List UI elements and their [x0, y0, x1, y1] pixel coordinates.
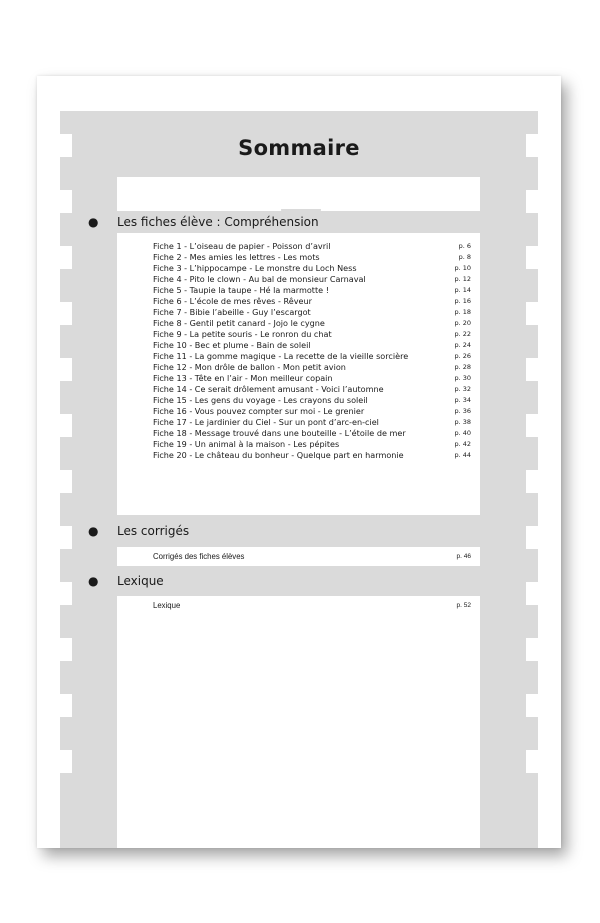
left-film-strip: [60, 111, 72, 848]
section-panel-fiches: [117, 233, 480, 515]
strip-notch: [526, 414, 538, 437]
toc-entry: Fiche 14 - Ce serait drôlement amusant - Voici l’automne p. 32: [153, 384, 471, 394]
right-film-strip: [526, 111, 538, 848]
strip-notch: [60, 526, 72, 549]
page-frame: [60, 111, 538, 848]
bullet-icon: ●: [88, 524, 99, 538]
strip-notch: [526, 694, 538, 717]
strip-notch: [526, 582, 538, 605]
strip-notch: [60, 750, 72, 773]
bullet-icon: ●: [88, 215, 99, 229]
toc-entry: Fiche 12 - Mon drôle de ballon - Mon petit avion p. 28: [153, 362, 471, 372]
toc-entry: Fiche 10 - Bec et plume - Bain de soleil p. 24: [153, 340, 471, 350]
strip-notch: [526, 638, 538, 661]
toc-entry: Fiche 6 - L’école de mes rêves - Rêveur p. 16: [153, 296, 471, 306]
toc-entry: Fiche 4 - Pito le clown - Au bal de monsieur Carnaval p. 12: [153, 274, 471, 284]
strip-notch: [526, 246, 538, 269]
strip-notch: [60, 694, 72, 717]
strip-notch: [526, 190, 538, 213]
toc-entry: Fiche 13 - Tête en l’air - Mon meilleur copain p. 30: [153, 373, 471, 383]
section-panel-lexique: [117, 596, 480, 848]
section-panel-corriges: [117, 547, 480, 566]
toc-entry: Fiche 5 - Taupie la taupe - Hé la marmotte ! p. 14: [153, 285, 471, 295]
strip-notch: [60, 414, 72, 437]
document-page: [37, 76, 561, 848]
toc-entry: Fiche 17 - Le jardinier du Ciel - Sur un pont d’arc-en-ciel p. 38: [153, 417, 471, 427]
title-panel: [117, 177, 480, 211]
toc-entry: Fiche 19 - Un animal à la maison - Les pépites p. 42: [153, 439, 471, 449]
strip-notch: [526, 358, 538, 381]
strip-notch: [526, 526, 538, 549]
bullet-icon: ●: [88, 574, 99, 588]
toc-entry: Fiche 9 - La petite souris - Le ronron du chat p. 22: [153, 329, 471, 339]
strip-notch: [60, 358, 72, 381]
toc-entry: Fiche 11 - La gomme magique - La recette de la vieille sorcière p. 26: [153, 351, 471, 361]
strip-notch: [60, 190, 72, 213]
toc-entry: Fiche 8 - Gentil petit canard - Jojo le cygne p. 20: [153, 318, 471, 328]
toc-entry: Fiche 16 - Vous pouvez compter sur moi - Le grenier p. 36: [153, 406, 471, 416]
toc-entry: Fiche 1 - L’oiseau de papier - Poisson d’avril p. 6: [153, 241, 471, 251]
strip-notch: [60, 470, 72, 493]
toc-entry: Corrigés des fiches élèves p. 46: [153, 552, 471, 561]
toc-entry: Fiche 3 - L’hippocampe - Le monstre du Loch Ness p. 10: [153, 263, 471, 273]
toc-entry: Lexique p. 52: [153, 601, 471, 610]
page-title: Sommaire: [238, 136, 360, 160]
section-heading: ● Les corrigés: [117, 520, 480, 542]
toc-entry: Fiche 2 - Mes amies les lettres - Les mots p. 8: [153, 252, 471, 262]
toc-entry: Fiche 7 - Bibie l’abeille - Guy l’escargot p. 18: [153, 307, 471, 317]
strip-notch: [526, 470, 538, 493]
strip-notch: [60, 638, 72, 661]
toc-entry: Fiche 18 - Message trouvé dans une bouteille - L’étoile de mer p. 40: [153, 428, 471, 438]
section-heading: ● Les fiches élève : Compréhension: [117, 211, 480, 233]
strip-notch: [526, 750, 538, 773]
strip-notch: [60, 302, 72, 325]
toc-entry: Fiche 15 - Les gens du voyage - Les crayons du soleil p. 34: [153, 395, 471, 405]
toc-entry: Fiche 20 - Le château du bonheur - Quelque part en harmonie p. 44: [153, 450, 471, 460]
section-heading: ● Lexique: [117, 570, 480, 592]
strip-notch: [526, 302, 538, 325]
strip-notch: [60, 582, 72, 605]
strip-notch: [60, 246, 72, 269]
